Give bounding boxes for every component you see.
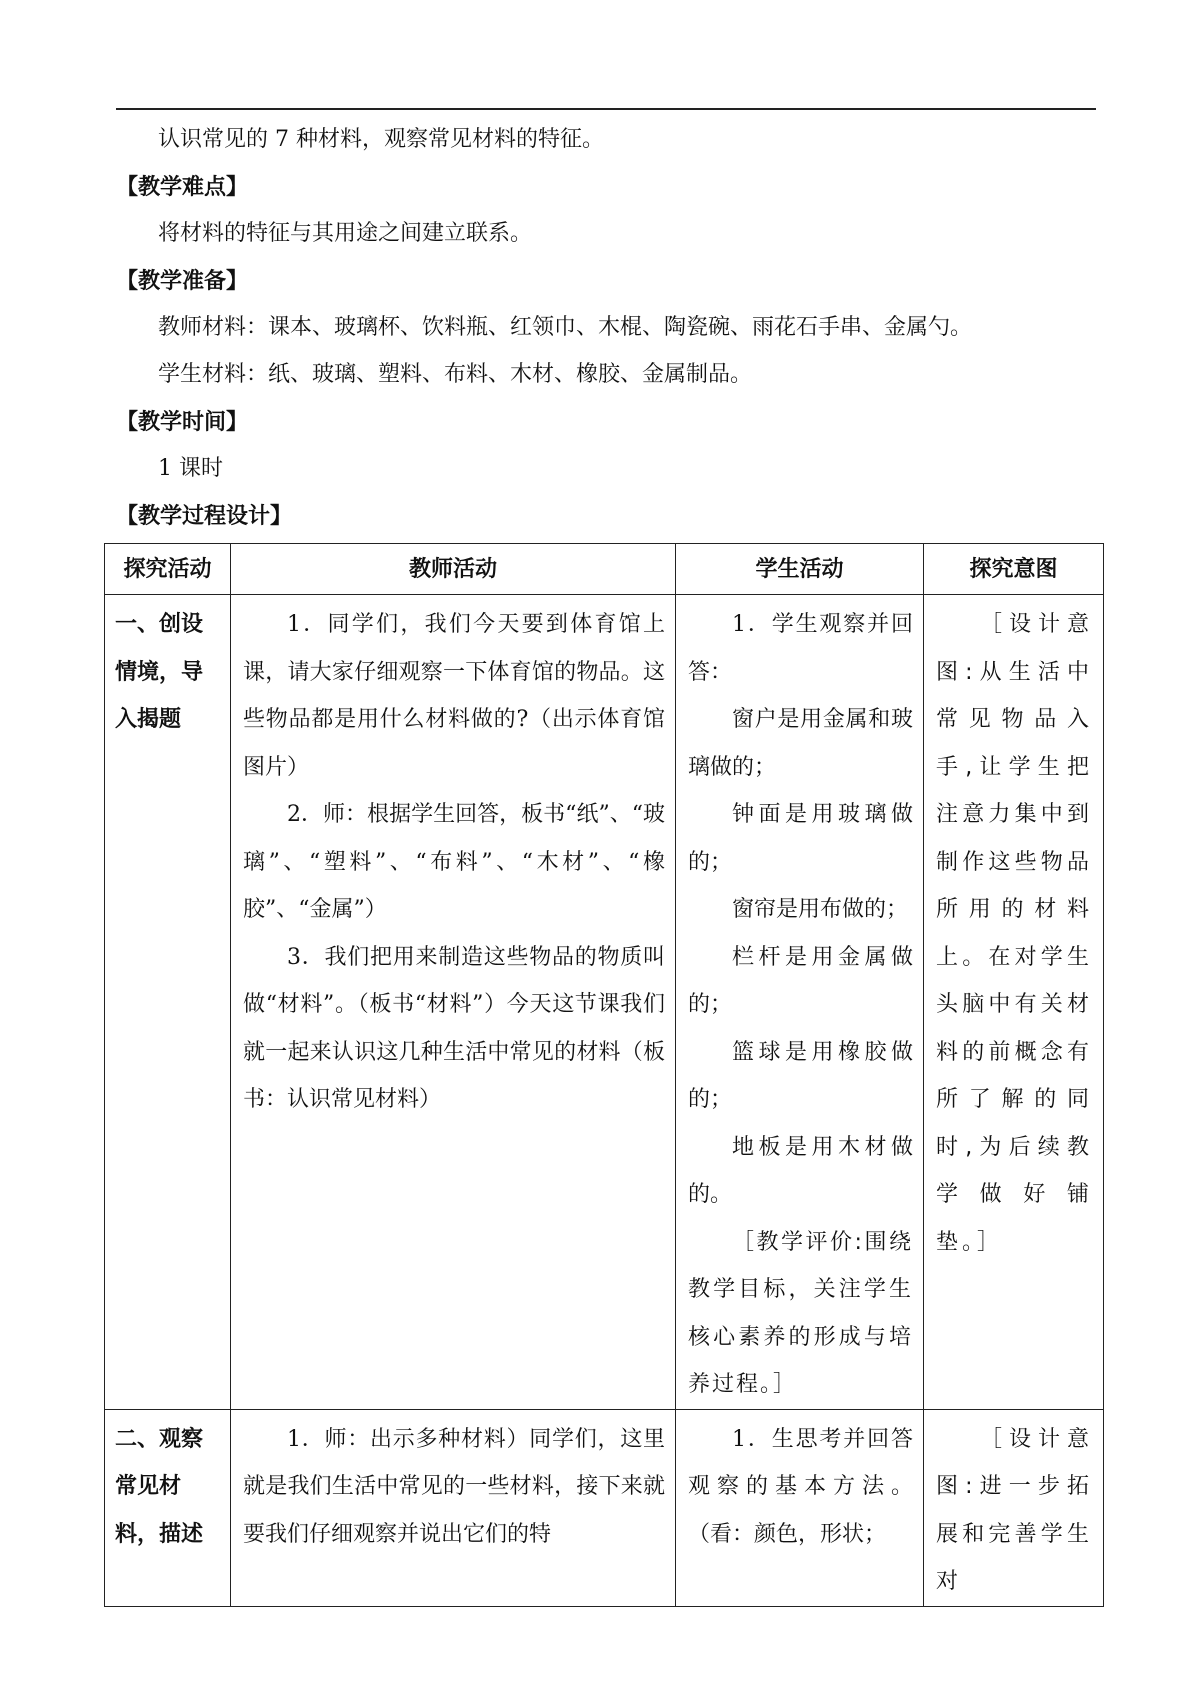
- teacher-step: 2．师：根据学生回答，板书“纸”、“玻璃”、“塑料”、“布料”、“木材”、“橡胶”、“金属”）: [243, 802, 665, 922]
- difficulty-text: 将材料的特征与其用途之间建立联系。: [158, 221, 533, 246]
- student-step: 窗帘是用布做的；: [732, 897, 909, 922]
- student-step: 窗户是用金属和玻璃做的；: [688, 707, 913, 780]
- teacher-activity-cell: [231, 1409, 676, 1606]
- teacher-step: 1．师：出示多种材料）同学们，这里就是我们生活中常见的一些材料，接下来就要我们仔细观察并说出它们的特: [243, 1426, 665, 1547]
- table-header-row: [105, 544, 1104, 595]
- process-table: [104, 543, 1104, 1607]
- student-step: 钟面是用玻璃做的；: [688, 802, 913, 875]
- header-student: 学生活动: [676, 544, 924, 595]
- table-row: [105, 595, 1104, 1410]
- header-rule: [116, 108, 1096, 110]
- teacher-step: 3．我们把用来制造这些物品的物质叫做“材料”。（板书“材料”）今天这节课我们就一起来认识这几种生活中常见的材料（板书：认识常见材料）: [243, 944, 665, 1112]
- key-point-text: 认识常见的 7 种材料，观察常见材料的特征。: [158, 127, 604, 152]
- teaching-evaluation: ［教学评价:围绕教学目标，关注学生核心素养的形成与培养过程。］: [688, 1229, 913, 1397]
- student-step: 栏杆是用金属做的；: [688, 944, 913, 1017]
- student-step: 地板是用木材做的。: [688, 1134, 913, 1207]
- design-intent: ［设计意图:从生活中常见物品入手,让学生把注意力集中到制作这些物品所用的材料上。在对学生头脑中有关材料的前概念有所了解的同时,为后续教学做好铺垫。］: [936, 612, 1093, 1255]
- header-activity: 探究活动: [105, 544, 231, 595]
- student-activity-cell: [676, 595, 924, 1410]
- student-step: 1．学生观察并回答：: [688, 612, 913, 685]
- student-step: 1．生思考并回答观察的基本方法。（看：颜色，形状；: [688, 1426, 913, 1547]
- process-heading: 【教学过程设计】: [116, 503, 293, 529]
- time-text: 1 课时: [158, 456, 223, 481]
- teacher-activity-cell: [231, 595, 676, 1410]
- teacher-step: 1．同学们，我们今天要到体育馆上课，请大家仔细观察一下体育馆的物品。这些物品都是用什么材料做的?（出示体育馆图片）: [243, 612, 665, 780]
- activity-cell: 二、观察常见材料，描述: [105, 1409, 231, 1606]
- difficulty-heading: 【教学难点】: [116, 174, 249, 200]
- intent-cell: [924, 595, 1104, 1410]
- teacher-materials: 教师材料：课本、玻璃杯、饮料瓶、红领巾、木棍、陶瓷碗、雨花石手串、金属勺。: [158, 315, 973, 340]
- table-row: [105, 1409, 1104, 1606]
- activity-cell: 一、创设情境，导入揭题: [105, 595, 231, 1410]
- design-intent: ［设计意图:进一步拓展和完善学生对: [936, 1426, 1093, 1594]
- prep-heading: 【教学准备】: [116, 268, 249, 294]
- student-activity-cell: [676, 1409, 924, 1606]
- header-intent: 探究意图: [924, 544, 1104, 595]
- student-step: 篮球是用橡胶做的；: [688, 1039, 913, 1112]
- header-teacher: 教师活动: [231, 544, 676, 595]
- intent-cell: [924, 1409, 1104, 1606]
- student-materials: 学生材料：纸、玻璃、塑料、布料、木材、橡胶、金属制品。: [158, 362, 753, 387]
- time-heading: 【教学时间】: [116, 409, 249, 435]
